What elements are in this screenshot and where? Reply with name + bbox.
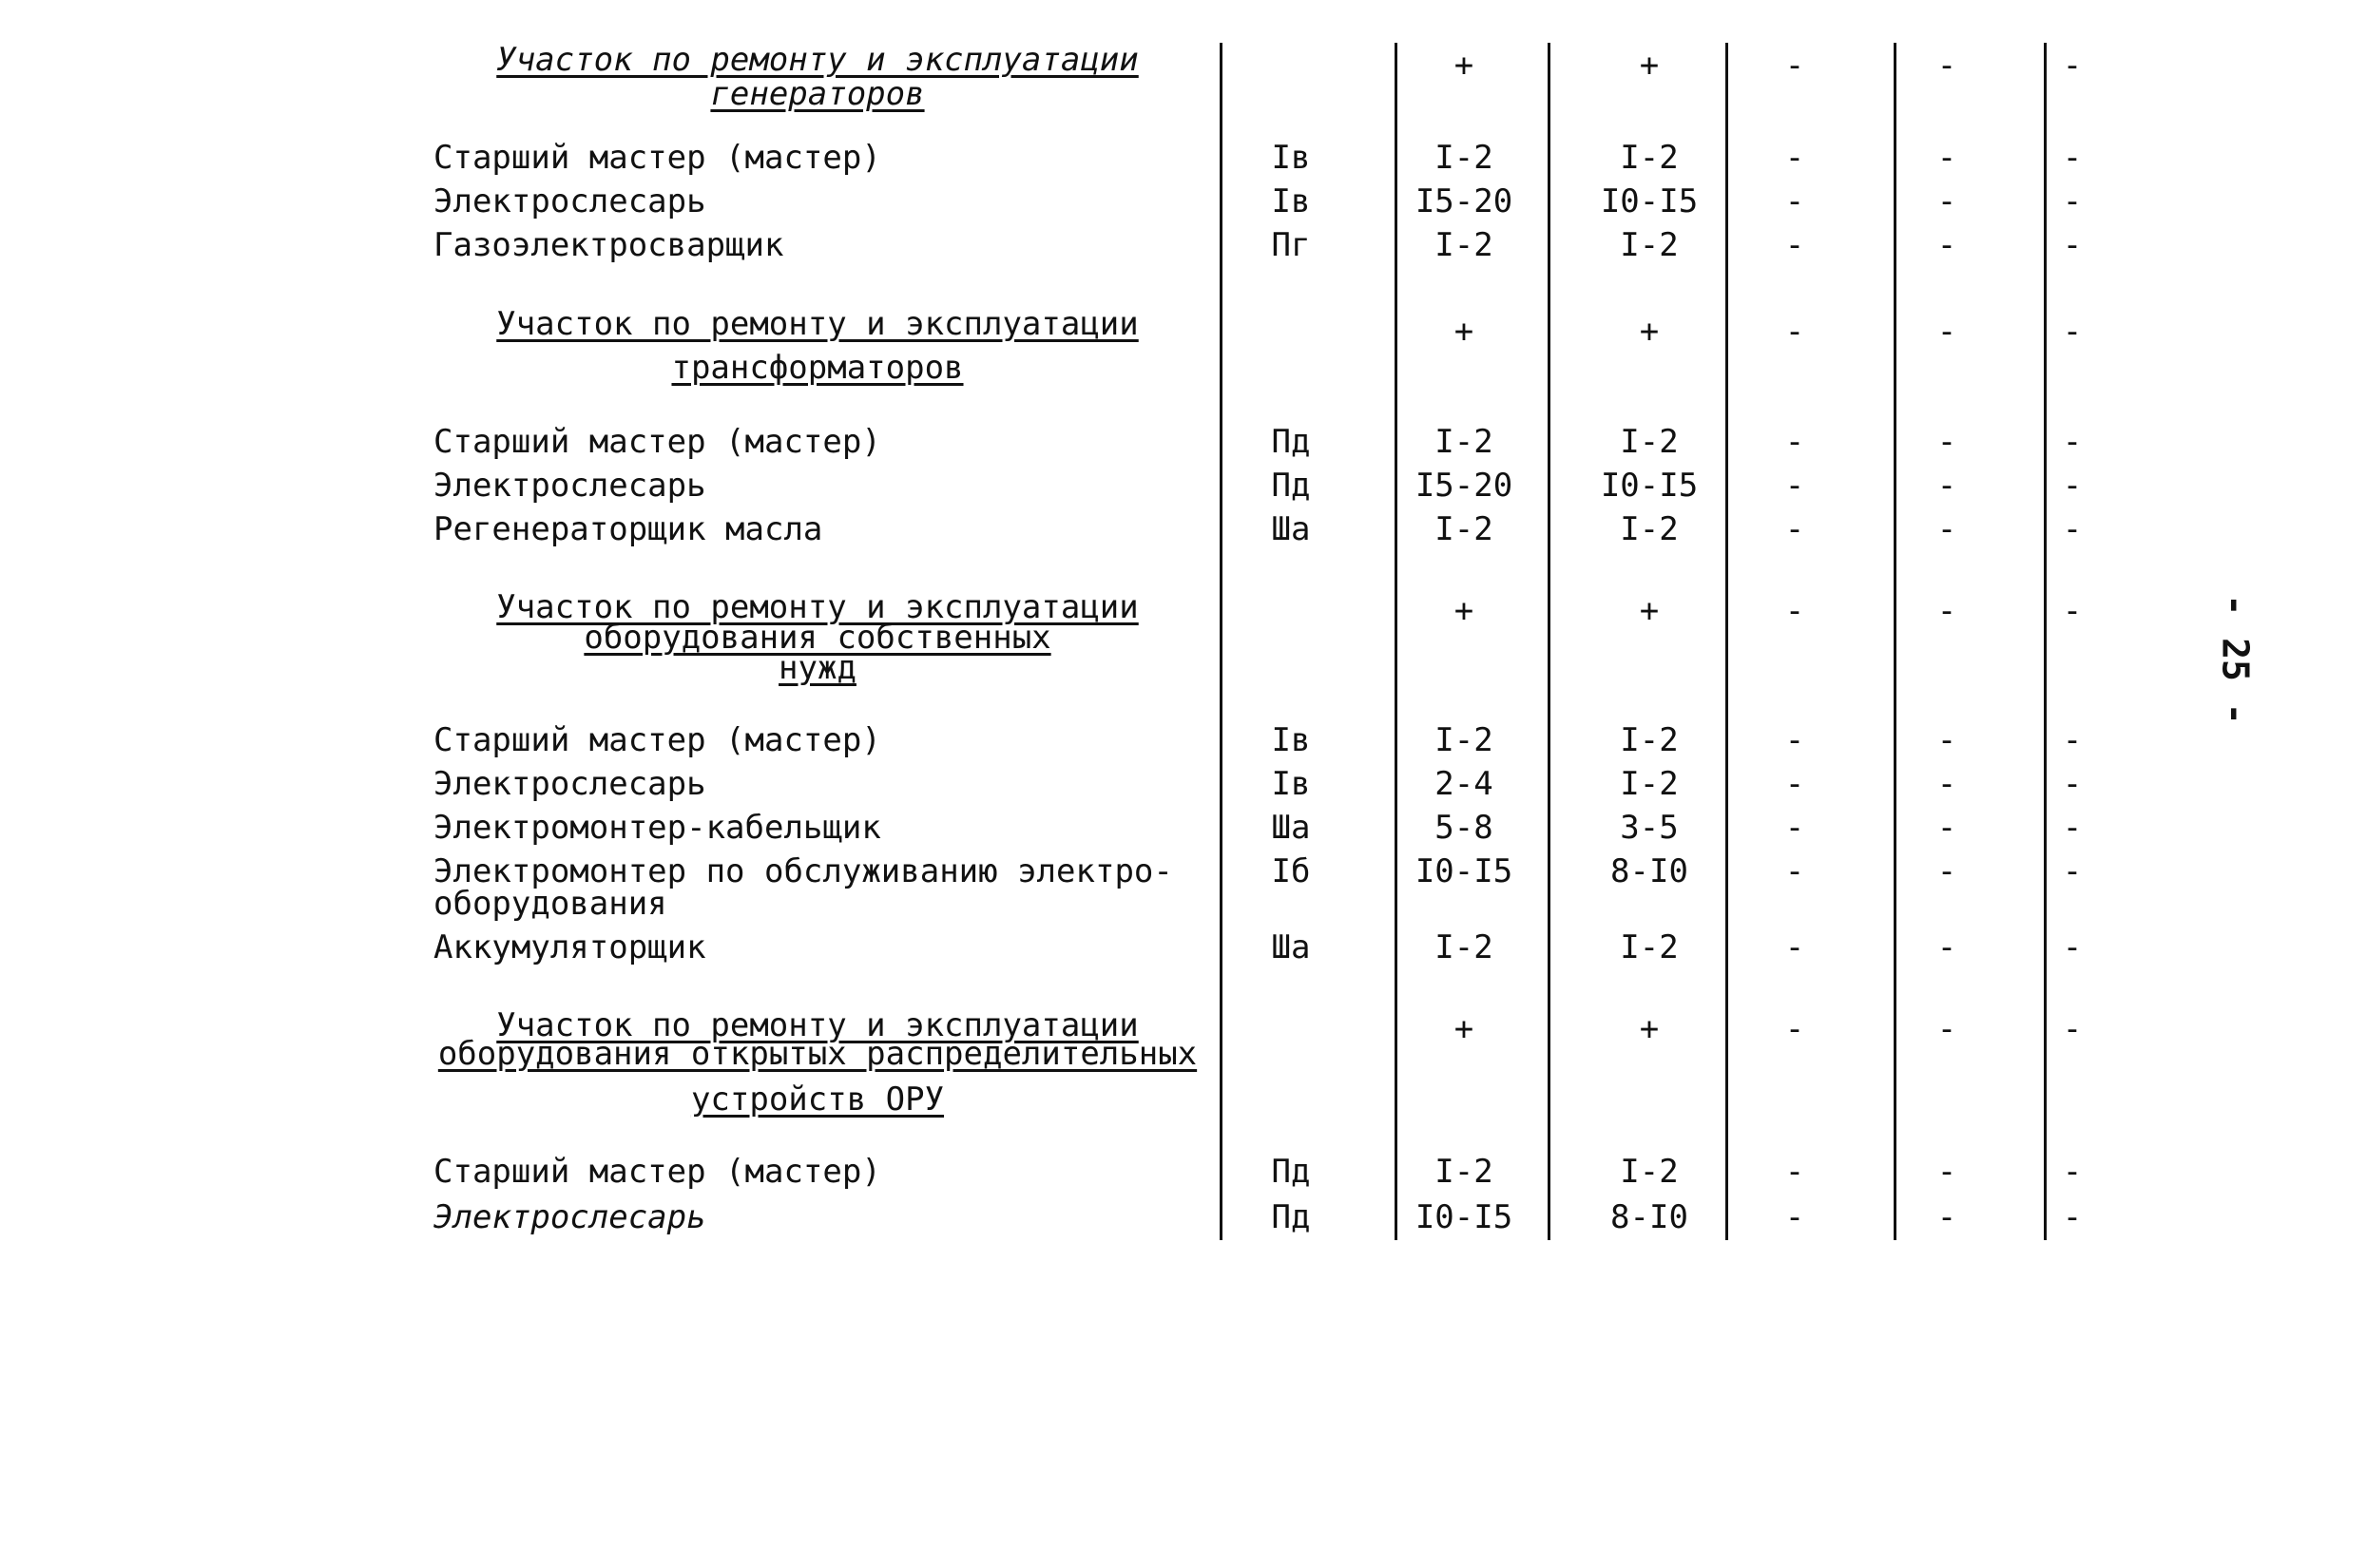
row-value-c1: 5-8 — [1434, 809, 1493, 847]
row-value-c5: - — [2062, 809, 2083, 847]
row-group: Iв — [1271, 182, 1311, 220]
section-heading: оборудования собственных — [584, 619, 1051, 657]
row-value-c3: - — [1784, 852, 1805, 890]
row-group: Пд — [1271, 1153, 1311, 1191]
row-value-c1: I0-I5 — [1414, 852, 1513, 890]
section-mark: + — [1453, 592, 1474, 630]
column-rule-1 — [1220, 43, 1222, 1240]
section-mark: - — [2062, 313, 2083, 351]
row-group: Ша — [1271, 510, 1311, 548]
section-mark: + — [1639, 1010, 1660, 1048]
row-group: Ша — [1271, 809, 1311, 847]
row-value-c2: I-2 — [1620, 1153, 1679, 1191]
section-heading: Участок по ремонту и эксплуатации — [496, 588, 1139, 626]
row-group: Ша — [1271, 928, 1311, 966]
row-value-c2: I-2 — [1620, 510, 1679, 548]
row-value-c2: 8-I0 — [1610, 1198, 1688, 1236]
section-mark: - — [1784, 313, 1805, 351]
section-heading: Участок по ремонту и эксплуатации — [496, 41, 1139, 79]
row-value-c5: - — [2062, 423, 2083, 461]
row-value-c3: - — [1784, 1153, 1805, 1191]
section-heading: Участок по ремонту и эксплуатации — [496, 305, 1139, 343]
row-value-c5: - — [2062, 467, 2083, 505]
row-value-c4: - — [1936, 1198, 1957, 1236]
row-name: Газоэлектросварщик — [433, 226, 784, 264]
row-value-c5: - — [2062, 721, 2083, 759]
section-mark: - — [2062, 1010, 2083, 1048]
row-value-c1: 2-4 — [1434, 765, 1493, 803]
section-mark: + — [1639, 313, 1660, 351]
row-value-c1: I-2 — [1434, 226, 1493, 264]
row-group: Iб — [1271, 852, 1311, 890]
row-group: Iв — [1271, 765, 1311, 803]
row-value-c5: - — [2062, 928, 2083, 966]
row-value-c2: I-2 — [1620, 139, 1679, 177]
row-value-c4: - — [1936, 928, 1957, 966]
row-value-c4: - — [1936, 721, 1957, 759]
row-name: Электромонтер по обслуживанию электро- — [433, 852, 1173, 890]
row-value-c2: I0-I5 — [1600, 182, 1699, 220]
row-value-c2: I-2 — [1620, 928, 1679, 966]
row-value-c5: - — [2062, 226, 2083, 264]
row-value-c1: I-2 — [1434, 139, 1493, 177]
row-value-c4: - — [1936, 139, 1957, 177]
row-value-c2: 3-5 — [1620, 809, 1679, 847]
section-mark: - — [2062, 47, 2083, 85]
row-value-c3: - — [1784, 226, 1805, 264]
section-mark: + — [1453, 47, 1474, 85]
row-value-c5: - — [2062, 510, 2083, 548]
row-value-c4: - — [1936, 467, 1957, 505]
row-value-c4: - — [1936, 510, 1957, 548]
section-heading: трансформаторов — [671, 349, 964, 387]
row-value-c3: - — [1784, 423, 1805, 461]
row-value-c3: - — [1784, 510, 1805, 548]
row-value-c1: I-2 — [1434, 423, 1493, 461]
row-name: Электрослесарь — [433, 182, 706, 220]
row-value-c3: - — [1784, 467, 1805, 505]
row-value-c1: I-2 — [1434, 510, 1493, 548]
row-value-c5: - — [2062, 765, 2083, 803]
section-heading: оборудования открытых распределительных — [437, 1035, 1198, 1073]
row-value-c4: - — [1936, 1153, 1957, 1191]
row-value-c3: - — [1784, 139, 1805, 177]
row-value-c4: - — [1936, 226, 1957, 264]
row-value-c3: - — [1784, 1198, 1805, 1236]
row-value-c4: - — [1936, 852, 1957, 890]
page-number: - 25 - — [2214, 594, 2257, 725]
row-value-c1: I-2 — [1434, 721, 1493, 759]
row-value-c3: - — [1784, 182, 1805, 220]
column-rule-5 — [1894, 43, 1896, 1240]
row-value-c5: - — [2062, 852, 2083, 890]
row-value-c2: I-2 — [1620, 765, 1679, 803]
section-mark: - — [1784, 1010, 1805, 1048]
row-value-c5: - — [2062, 139, 2083, 177]
section-heading: нужд — [779, 649, 856, 687]
row-value-c1: I5-20 — [1414, 182, 1513, 220]
section-mark: - — [1936, 1010, 1957, 1048]
section-mark: + — [1639, 592, 1660, 630]
row-value-c4: - — [1936, 809, 1957, 847]
row-value-c1: I5-20 — [1414, 467, 1513, 505]
section-mark: + — [1639, 47, 1660, 85]
section-mark: - — [2062, 592, 2083, 630]
row-name: Электрослесарь — [433, 1198, 706, 1236]
section-heading: устройств ОРУ — [690, 1080, 945, 1119]
row-value-c2: 8-I0 — [1610, 852, 1688, 890]
row-value-c5: - — [2062, 1153, 2083, 1191]
row-name: Регенераторщик масла — [433, 510, 823, 548]
column-rule-3 — [1548, 43, 1550, 1240]
row-group: Iв — [1271, 139, 1311, 177]
row-value-c4: - — [1936, 182, 1957, 220]
column-rule-6 — [2044, 43, 2047, 1240]
row-name: Старший мастер (мастер) — [433, 139, 881, 177]
row-name: оборудования — [433, 885, 667, 923]
row-value-c1: I-2 — [1434, 1153, 1493, 1191]
row-value-c2: I-2 — [1620, 423, 1679, 461]
row-value-c5: - — [2062, 182, 2083, 220]
row-value-c4: - — [1936, 765, 1957, 803]
row-name: Электрослесарь — [433, 765, 706, 803]
row-group: Iв — [1271, 721, 1311, 759]
section-heading: Участок по ремонту и эксплуатации — [496, 1006, 1139, 1044]
row-value-c3: - — [1784, 809, 1805, 847]
row-value-c3: - — [1784, 721, 1805, 759]
section-mark: + — [1453, 313, 1474, 351]
row-value-c3: - — [1784, 765, 1805, 803]
section-mark: - — [1936, 47, 1957, 85]
row-name: Старший мастер (мастер) — [433, 721, 881, 759]
row-name: Старший мастер (мастер) — [433, 1153, 881, 1191]
row-group: Пг — [1271, 226, 1311, 264]
row-value-c2: I-2 — [1620, 721, 1679, 759]
row-group: Пд — [1271, 467, 1311, 505]
row-group: Пд — [1271, 1198, 1311, 1236]
section-mark: - — [1784, 47, 1805, 85]
row-value-c2: I-2 — [1620, 226, 1679, 264]
row-name: Аккумуляторщик — [433, 928, 706, 966]
row-name: Электромонтер-кабельщик — [433, 809, 881, 847]
row-value-c4: - — [1936, 423, 1957, 461]
row-group: Пд — [1271, 423, 1311, 461]
section-heading: генераторов — [710, 75, 925, 113]
row-name: Электрослесарь — [433, 467, 706, 505]
row-value-c3: - — [1784, 928, 1805, 966]
row-name: Старший мастер (мастер) — [433, 423, 881, 461]
row-value-c2: I0-I5 — [1600, 467, 1699, 505]
row-value-c1: I-2 — [1434, 928, 1493, 966]
section-mark: + — [1453, 1010, 1474, 1048]
section-mark: - — [1784, 592, 1805, 630]
column-rule-2 — [1395, 43, 1397, 1240]
row-value-c1: I0-I5 — [1414, 1198, 1513, 1236]
section-mark: - — [1936, 592, 1957, 630]
row-value-c5: - — [2062, 1198, 2083, 1236]
column-rule-4 — [1725, 43, 1728, 1240]
section-mark: - — [1936, 313, 1957, 351]
